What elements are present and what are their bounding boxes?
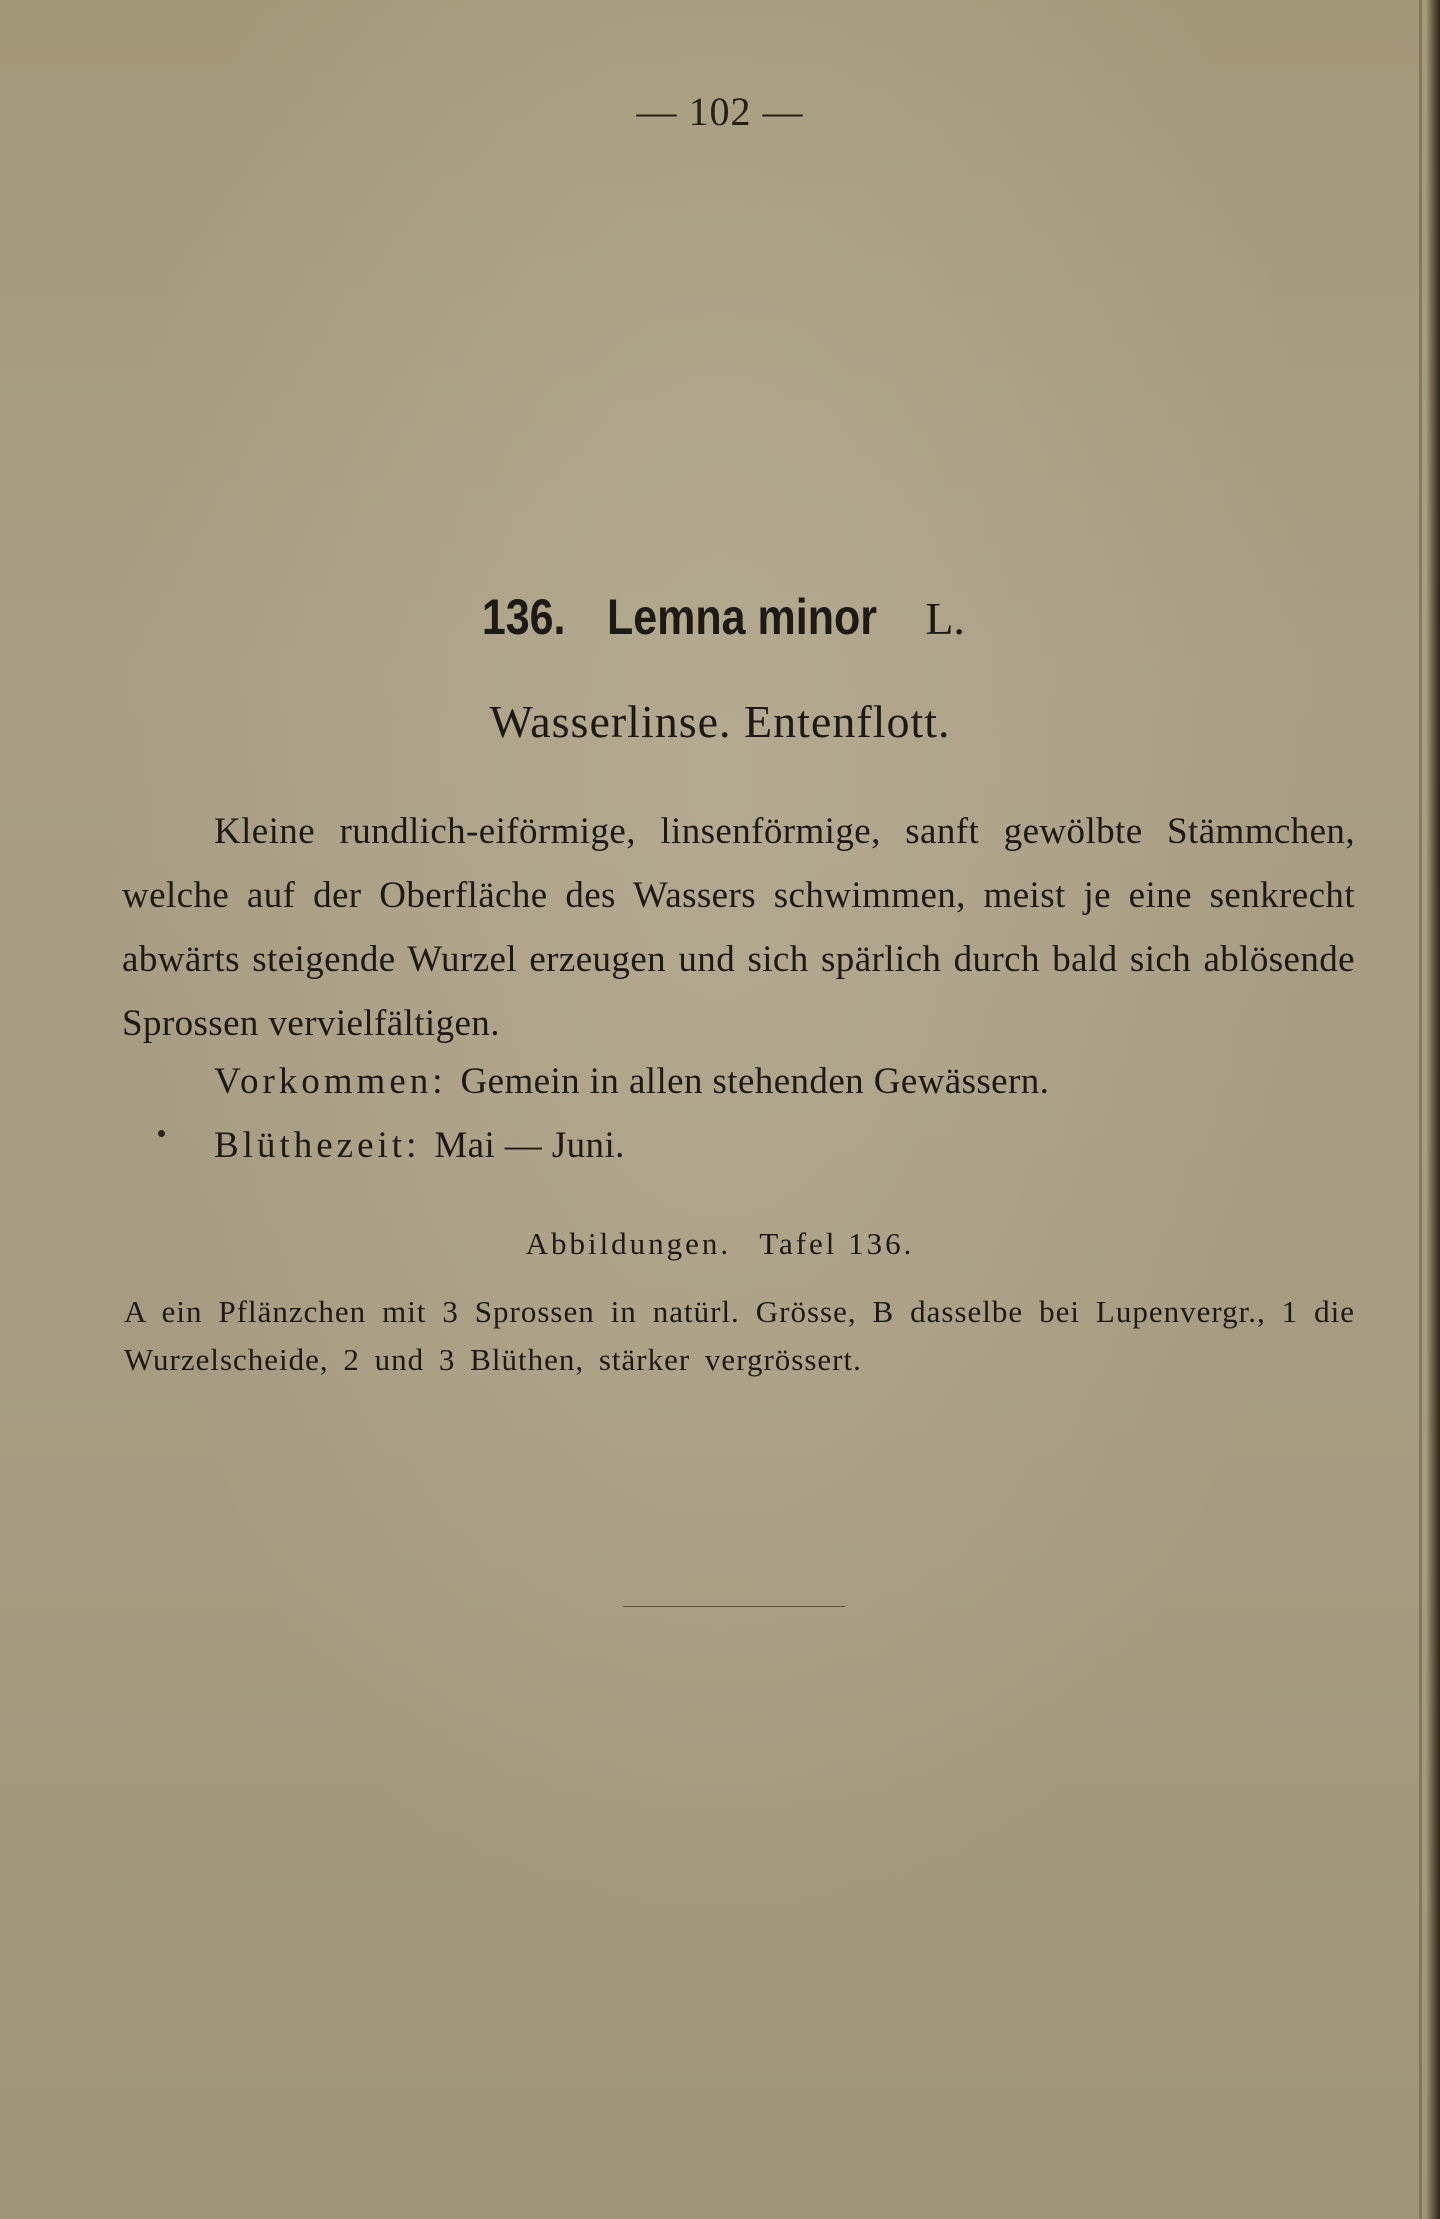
common-names: Wasserlinse. Entenflott. [489,696,951,747]
flowering-text: Mai — Juni. [434,1125,625,1166]
species-author: L. [925,593,965,644]
flowering-line [214,1124,625,1167]
figures-heading [0,1226,1440,1262]
figures-label: Abbildungen. [525,1226,732,1261]
species-number: 136. [481,589,566,645]
margin-mark [158,1130,165,1137]
page-edge [1426,0,1440,2219]
figures-plate: Tafel 136. [759,1226,915,1261]
page-number: — 102 — [636,89,804,134]
species-heading [0,588,1440,646]
divider-rule [623,1606,845,1607]
figures-caption: A ein Pflänzchen mit 3 Sprossen in natürl. Grösse, B dasselbe bei Lupenvergr., 1 die Wurzelscheide, 2 und 3 Blüthen, stärker vergrössert. [124,1294,1355,1377]
species-name: Lemna minor [606,589,877,645]
occurrence-label: Vorkommen: [214,1061,447,1102]
occurrence-line [214,1060,1049,1103]
description-paragraph: Kleine rundlich-eiförmige, linsenförmige, sanft gewölbte Stämmchen, welche auf der Oberfläche des Wassers schwimmen, meist je eine senkrecht abwärts steigende Wurzel erzeugen und sich spärlich durch bald sich ablösende Sprossen vervielfältigen. [122,811,1355,1044]
page-gutter-shadow [1419,0,1422,2219]
flowering-label: Blüthezeit: [214,1125,421,1166]
occurrence-text: Gemein in allen stehenden Gewässern. [460,1061,1050,1102]
